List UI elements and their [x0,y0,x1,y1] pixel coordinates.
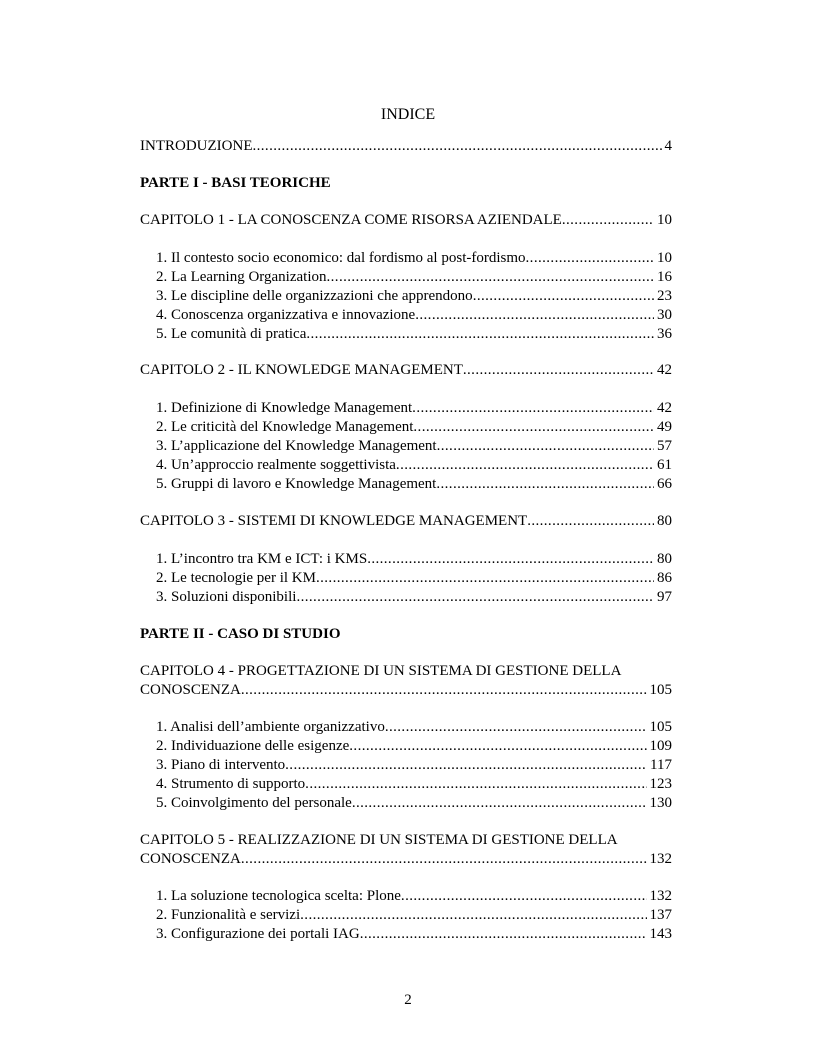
page-number: 2 [404,992,412,1008]
toc-chapter-3[interactable]: CAPITOLO 3 - SISTEMI DI KNOWLEDGE MANAGEMENT ..... 80 [140,512,672,531]
toc-item[interactable]: 1. L’incontro tra KM e ICT: i KMS ..... 80 [156,550,672,569]
toc-chapter-4[interactable]: CAPITOLO 4 - PROGETTAZIONE DI UN SISTEMA DI GESTIONE DELLA CONOSCENZA ..... 105 [140,662,672,700]
toc-item[interactable]: 1. La soluzione tecnologica scelta: Plone ..... 132 [156,887,672,906]
toc-item[interactable]: 3. Le discipline delle organizzazioni che apprendono ..... 23 [156,287,672,306]
toc-item[interactable]: 5. Coinvolgimento del personale ..... 130 [156,794,672,813]
toc-item[interactable]: 2. Le tecnologie per il KM ..... 86 [156,569,672,588]
toc-item[interactable]: 3. L’applicazione del Knowledge Management ..... 57 [156,437,672,456]
toc-label: INTRODUZIONE [140,138,253,154]
toc-item[interactable]: 3. Piano di intervento ..... 117 [156,756,672,775]
toc-chapter-2[interactable]: CAPITOLO 2 - IL KNOWLEDGE MANAGEMENT ..... 42 [140,361,672,380]
page-title: INDICE [380,106,436,123]
toc-item[interactable]: 5. Le comunità di pratica ..... 36 [156,325,672,344]
toc-item[interactable]: 2. Funzionalità e servizi ..... 137 [156,906,672,925]
toc-item[interactable]: 5. Gruppi di lavoro e Knowledge Management ..... 66 [156,475,672,494]
part-1-heading: PARTE I - BASI TEORICHE [140,175,331,191]
toc-item[interactable]: 4. Un’approccio realmente soggettivista ..... 61 [156,456,672,475]
toc-item[interactable]: 4. Conoscenza organizzativa e innovazione ..... 30 [156,306,672,325]
toc-chapter-5[interactable]: CAPITOLO 5 - REALIZZAZIONE DI UN SISTEMA DI GESTIONE DELLA CONOSCENZA ..... 132 [140,831,672,869]
toc-item[interactable]: 4. Strumento di supporto ..... 123 [156,775,672,794]
toc-item[interactable]: 2. La Learning Organization ..... 16 [156,268,672,287]
toc-item[interactable]: 3. Soluzioni disponibili ..... 97 [156,588,672,607]
toc-item[interactable]: 2. Individuazione delle esigenze ..... 109 [156,737,672,756]
toc-item[interactable]: 2. Le criticità del Knowledge Management ..... 49 [156,418,672,437]
toc-chapter-1[interactable]: CAPITOLO 1 - LA CONOSCENZA COME RISORSA AZIENDALE ..... 10 [140,211,672,230]
part-2-heading: PARTE II - CASO DI STUDIO [140,626,341,642]
toc-intro[interactable] [140,137,672,156]
toc-page: 4 [664,138,672,154]
toc-item[interactable]: 1. Il contesto socio economico: dal fordismo al post-fordismo ..... 10 [156,249,672,268]
toc-item[interactable]: 3. Configurazione dei portali IAG ..... 143 [156,925,672,944]
toc-item[interactable]: 1. Analisi dell’ambiente organizzativo ..... 105 [156,718,672,737]
toc-item[interactable]: 1. Definizione di Knowledge Management ..... 42 [156,399,672,418]
